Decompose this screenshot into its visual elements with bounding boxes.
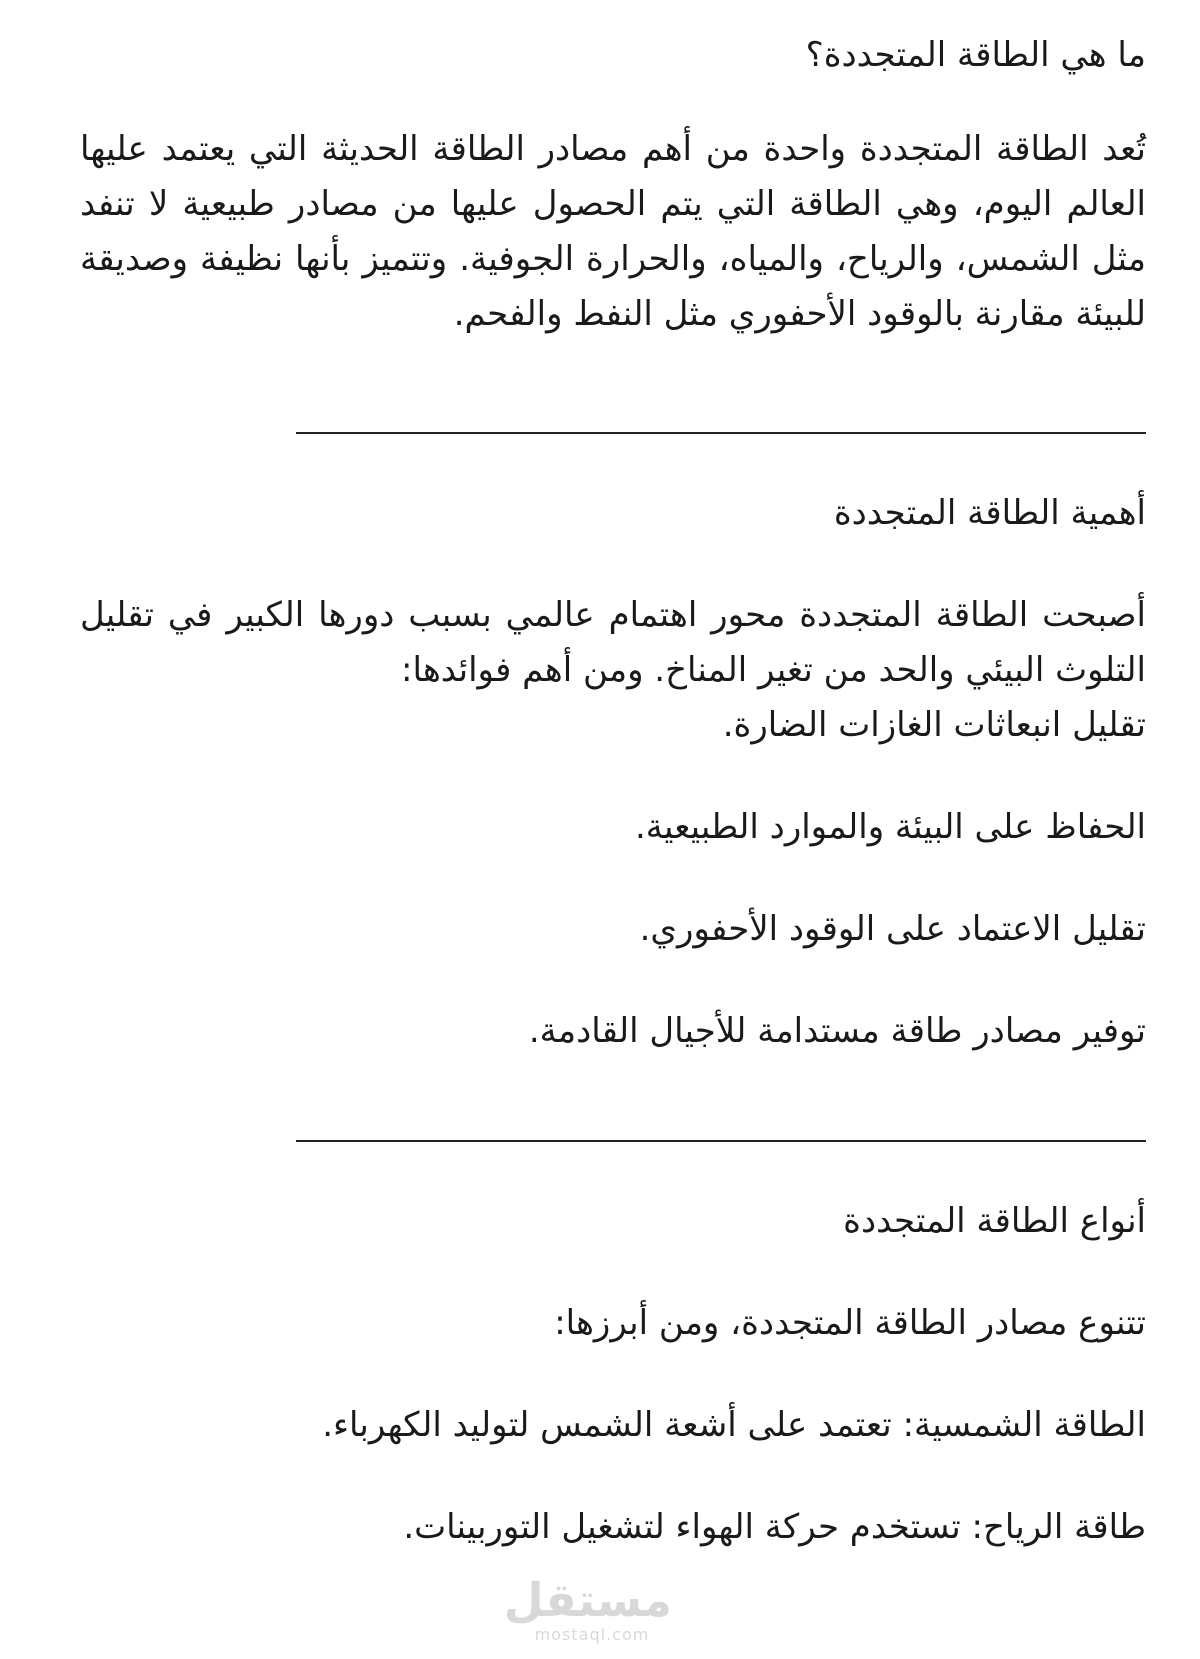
benefit-item-1: تقليل انبعاثات الغازات الضارة. <box>722 705 1146 745</box>
section-heading-what-is-renewable: ما هي الطاقة المتجددة؟ <box>805 35 1146 75</box>
intro-paragraph: تُعد الطاقة المتجددة واحدة من أهم مصادر الطاقة الحديثة التي يعتمد عليها العالم اليوم، وهي الطاقة التي يتم الحصول عليها من مصادر طبيعية لا تنفد مثل الشمس، والرياح، والمياه، والحرارة الجوفية. وتتميز بأنها نظيفة وصديقة للبيئة مقارنة بالوقود الأحفوري مثل النفط والفحم. <box>80 129 1146 334</box>
types-intro: تتنوع مصادر الطاقة المتجددة، ومن أبرزها: <box>554 1303 1146 1343</box>
watermark-logo-text: مستقل <box>503 1573 672 1627</box>
section-heading-importance: أهمية الطاقة المتجددة <box>833 493 1146 533</box>
type-item-solar: الطاقة الشمسية: تعتمد على أشعة الشمس لتوليد الكهرباء. <box>322 1405 1146 1445</box>
section-heading-types: أنواع الطاقة المتجددة <box>843 1201 1146 1241</box>
benefit-item-3: تقليل الاعتماد على الوقود الأحفوري. <box>639 909 1146 949</box>
benefit-item-2: الحفاظ على البيئة والموارد الطبيعية. <box>634 807 1146 847</box>
watermark-domain: mostaql.com <box>534 1625 650 1644</box>
benefit-item-4: توفير مصادر طاقة مستدامة للأجيال القادمة. <box>528 1011 1146 1051</box>
type-item-wind: طاقة الرياح: تستخدم حركة الهواء لتشغيل التوربينات. <box>403 1507 1146 1547</box>
importance-paragraph: أصبحت الطاقة المتجددة محور اهتمام عالمي بسبب دورها الكبير في تقليل التلوث البيئي والحد من تغير المناخ. ومن أهم فوائدها: <box>80 595 1146 690</box>
